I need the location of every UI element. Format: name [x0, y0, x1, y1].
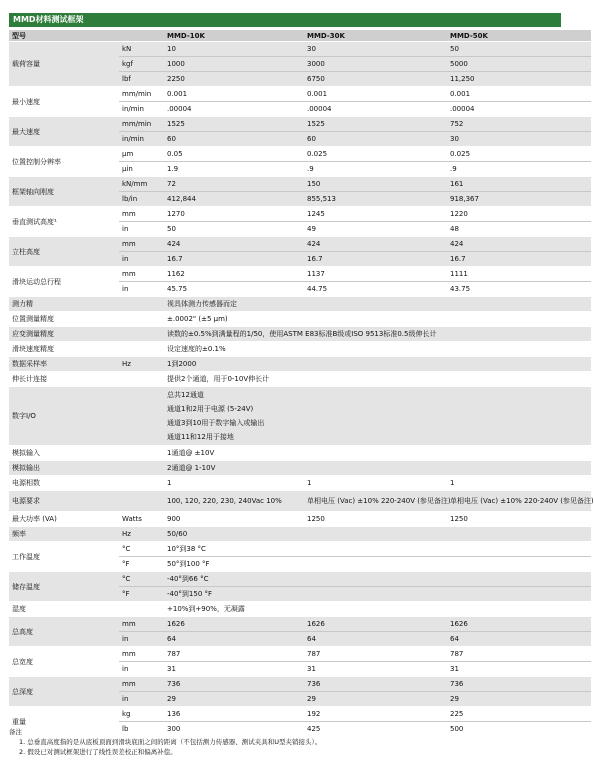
- value-cell: .00004: [447, 102, 591, 117]
- row-label: 频率: [9, 527, 119, 542]
- value-cell: 425: [304, 722, 447, 737]
- value-cell: 1: [164, 476, 304, 491]
- value-cell: 11,250: [447, 72, 591, 87]
- value-cell: .9: [304, 162, 447, 177]
- unit-cell: kN: [119, 42, 164, 57]
- table-row: [9, 476, 591, 491]
- value-cell: 10°到38 °C: [164, 542, 591, 557]
- value-cell: 30: [304, 42, 447, 57]
- table-row: [9, 312, 591, 327]
- row-label: 位置控制分辨率: [9, 147, 119, 177]
- table-row: [9, 707, 591, 722]
- unit-cell: [119, 297, 164, 312]
- value-cell: 16.7: [304, 252, 447, 267]
- value-cell: 0.025: [447, 147, 591, 162]
- value-cell: 16.7: [164, 252, 304, 267]
- row-label: 最大功率 (VA): [9, 512, 119, 527]
- row-label: 最小速度: [9, 87, 119, 117]
- row-label: 模拟输入: [9, 446, 119, 461]
- footnotes: [9, 727, 561, 757]
- value-cell: 31: [304, 662, 447, 677]
- unit-cell: in: [119, 632, 164, 647]
- value-cell: 1250: [447, 512, 591, 527]
- unit-cell: mm: [119, 207, 164, 222]
- unit-cell: mm: [119, 647, 164, 662]
- value-cell: 1162: [164, 267, 304, 282]
- value-cell: 2通道@ 1-10V: [164, 461, 591, 476]
- header-model: 型号: [9, 30, 119, 42]
- row-label: 电源要求: [9, 491, 119, 512]
- unit-cell: lb/in: [119, 192, 164, 207]
- unit-cell: [119, 387, 164, 446]
- header-row: [9, 30, 591, 42]
- value-cell: 736: [304, 677, 447, 692]
- unit-cell: °C: [119, 542, 164, 557]
- unit-cell: °F: [119, 587, 164, 602]
- table-row: [9, 542, 591, 557]
- value-cell: 48: [447, 222, 591, 237]
- value-cell: 1: [447, 476, 591, 491]
- table-row: [9, 87, 591, 102]
- table-title: MMD材料测试框架: [9, 13, 561, 27]
- value-cell: 787: [304, 647, 447, 662]
- value-cell: 1.9: [164, 162, 304, 177]
- value-cell: 60: [164, 132, 304, 147]
- unit-cell: mm: [119, 617, 164, 632]
- value-cell: 1626: [304, 617, 447, 632]
- unit-cell: in: [119, 222, 164, 237]
- value-cell: 1245: [304, 207, 447, 222]
- row-label: 框架轴向刚度: [9, 177, 119, 207]
- table-row: [9, 461, 591, 476]
- io-line: 通道11和12用于接地: [167, 433, 234, 441]
- value-cell: 100, 120, 220, 230, 240Vac 10%: [164, 491, 304, 512]
- table-row: [9, 177, 591, 192]
- value-cell: 读数的±0.5%到满量程的1/50，使用ASTM E83标准B级或ISO 9513标准0.5级伸长计: [164, 327, 591, 342]
- unit-cell: Hz: [119, 357, 164, 372]
- row-label: 滑块速度精度: [9, 342, 119, 357]
- unit-cell: in: [119, 282, 164, 297]
- row-label: 测力精: [9, 297, 119, 312]
- unit-cell: [119, 312, 164, 327]
- row-label: 数字I/O: [9, 387, 119, 446]
- table-row: [9, 491, 591, 512]
- spec-table-body: [9, 30, 594, 737]
- value-cell: 30: [447, 132, 591, 147]
- value-cell: 50: [164, 222, 304, 237]
- value-cell: 1626: [164, 617, 304, 632]
- value-cell: 136: [164, 707, 304, 722]
- row-label: 数据采样率: [9, 357, 119, 372]
- value-cell: 1220: [447, 207, 591, 222]
- value-cell: 1111: [447, 267, 591, 282]
- value-cell: 31: [447, 662, 591, 677]
- io-line: 通道3到10用于数字输入或输出: [167, 419, 265, 427]
- row-label: 电源相数: [9, 476, 119, 491]
- row-label: 应变测量精度: [9, 327, 119, 342]
- note-2: 2. 假设已对测试框架进行了线性误差校正和偏离补偿。: [19, 748, 177, 756]
- value-cell: 50°到100 °F: [164, 557, 591, 572]
- value-cell: 5000: [447, 57, 591, 72]
- value-cell: +10%到+90%，无凝露: [164, 602, 591, 617]
- value-cell: 900: [164, 512, 304, 527]
- table-row: [9, 357, 591, 372]
- table-row: [9, 602, 591, 617]
- value-cell: .00004: [304, 102, 447, 117]
- value-cell: 单相电压 (Vac) ±10% 220-240V (参见备注): [304, 491, 447, 512]
- unit-cell: [119, 327, 164, 342]
- value-cell: 752: [447, 117, 591, 132]
- row-label: 最大速度: [9, 117, 119, 147]
- table-row: [9, 372, 591, 387]
- row-label: 储存温度: [9, 572, 119, 602]
- row-label: 载荷容量: [9, 42, 119, 87]
- unit-cell: mm/min: [119, 87, 164, 102]
- unit-cell: kN/mm: [119, 177, 164, 192]
- value-cell: .9: [447, 162, 591, 177]
- unit-cell: [119, 602, 164, 617]
- table-row: [9, 207, 591, 222]
- table-row: [9, 297, 591, 312]
- table-row: [9, 42, 591, 57]
- value-cell: [164, 387, 591, 446]
- value-cell: 736: [164, 677, 304, 692]
- value-cell: 50/60: [164, 527, 591, 542]
- row-label: 滑块运动总行程: [9, 267, 119, 297]
- value-cell: 855,513: [304, 192, 447, 207]
- header-mmd-10k: MMD-10K: [164, 30, 304, 42]
- unit-cell: mm: [119, 267, 164, 282]
- value-cell: 1250: [304, 512, 447, 527]
- unit-cell: [119, 372, 164, 387]
- value-cell: 918,367: [447, 192, 591, 207]
- unit-cell: in/min: [119, 132, 164, 147]
- table-row: [9, 327, 591, 342]
- value-cell: 单相电压 (Vac) ±10% 220-240V (参见备注): [447, 491, 591, 512]
- value-cell: 提供2个通道，用于0-10V伸长计: [164, 372, 591, 387]
- value-cell: 64: [164, 632, 304, 647]
- unit-cell: [119, 342, 164, 357]
- unit-cell: Watts: [119, 512, 164, 527]
- io-line: 总共12通道: [167, 391, 204, 399]
- table-row: [9, 572, 591, 587]
- unit-cell: mm/min: [119, 117, 164, 132]
- value-cell: .00004: [164, 102, 304, 117]
- value-cell: 1137: [304, 267, 447, 282]
- value-cell: 1通道@ ±10V: [164, 446, 591, 461]
- unit-cell: µin: [119, 162, 164, 177]
- value-cell: 6750: [304, 72, 447, 87]
- value-cell: 1270: [164, 207, 304, 222]
- unit-cell: [119, 476, 164, 491]
- value-cell: 64: [447, 632, 591, 647]
- value-cell: 150: [304, 177, 447, 192]
- value-cell: 10: [164, 42, 304, 57]
- value-cell: 787: [164, 647, 304, 662]
- value-cell: 787: [447, 647, 591, 662]
- row-label: 立柱高度: [9, 237, 119, 267]
- table-row: [9, 677, 591, 692]
- notes-heading: 备注: [9, 728, 22, 736]
- row-label: 湿度: [9, 602, 119, 617]
- table-row: [9, 387, 591, 446]
- value-cell: 424: [447, 237, 591, 252]
- unit-cell: [119, 461, 164, 476]
- value-cell: 0.025: [304, 147, 447, 162]
- unit-cell: in: [119, 252, 164, 267]
- row-label: 模拟输出: [9, 461, 119, 476]
- value-cell: 视具体测力传感器而定: [164, 297, 591, 312]
- value-cell: 60: [304, 132, 447, 147]
- value-cell: -40°到66 °C: [164, 572, 591, 587]
- unit-cell: kg: [119, 707, 164, 722]
- unit-cell: mm: [119, 237, 164, 252]
- value-cell: 1: [304, 476, 447, 491]
- value-cell: 1525: [304, 117, 447, 132]
- value-cell: 192: [304, 707, 447, 722]
- table-row: [9, 617, 591, 632]
- value-cell: 3000: [304, 57, 447, 72]
- value-cell: ±.0002" (±5 µm): [164, 312, 591, 327]
- value-cell: 31: [164, 662, 304, 677]
- value-cell: 424: [304, 237, 447, 252]
- value-cell: 500: [447, 722, 591, 737]
- value-cell: 29: [164, 692, 304, 707]
- value-cell: 29: [447, 692, 591, 707]
- value-cell: 161: [447, 177, 591, 192]
- value-cell: 1000: [164, 57, 304, 72]
- io-line: 通道1和2用于电源 (5-24V): [167, 405, 254, 413]
- table-row: [9, 267, 591, 282]
- row-label: 总深度: [9, 677, 119, 707]
- unit-cell: [119, 446, 164, 461]
- value-cell: 1626: [447, 617, 591, 632]
- row-label: 重量: [9, 707, 119, 737]
- value-cell: 424: [164, 237, 304, 252]
- unit-cell: in/min: [119, 102, 164, 117]
- row-label: 位置测量精度: [9, 312, 119, 327]
- value-cell: 1525: [164, 117, 304, 132]
- value-cell: 43.75: [447, 282, 591, 297]
- value-cell: 1到2000: [164, 357, 591, 372]
- row-label: 总宽度: [9, 647, 119, 677]
- value-cell: 45.75: [164, 282, 304, 297]
- row-label: 伸长计连接: [9, 372, 119, 387]
- unit-cell: °C: [119, 572, 164, 587]
- value-cell: 50: [447, 42, 591, 57]
- note-1: 1. 总垂直高度指的是从底板顶面到滑块底面之间的距离（不包括测力传感器、测试夹具和U型夹销接头）。: [19, 738, 322, 746]
- unit-cell: mm: [119, 677, 164, 692]
- unit-cell: lbf: [119, 72, 164, 87]
- value-cell: -40°到150 °F: [164, 587, 591, 602]
- header-unit: [119, 30, 164, 42]
- table-row: [9, 527, 591, 542]
- value-cell: 设定速度的±0.1%: [164, 342, 591, 357]
- value-cell: 0.001: [164, 87, 304, 102]
- value-cell: 736: [447, 677, 591, 692]
- unit-cell: [119, 491, 164, 512]
- header-mmd-50k: MMD-50K: [447, 30, 591, 42]
- value-cell: 0.001: [447, 87, 591, 102]
- value-cell: 2250: [164, 72, 304, 87]
- header-mmd-30k: MMD-30K: [304, 30, 447, 42]
- unit-cell: in: [119, 662, 164, 677]
- unit-cell: µm: [119, 147, 164, 162]
- unit-cell: kgf: [119, 57, 164, 72]
- row-label: 工作温度: [9, 542, 119, 572]
- spec-table: [9, 29, 594, 736]
- value-cell: 225: [447, 707, 591, 722]
- unit-cell: in: [119, 692, 164, 707]
- value-cell: 64: [304, 632, 447, 647]
- value-cell: 0.05: [164, 147, 304, 162]
- unit-cell: °F: [119, 557, 164, 572]
- value-cell: 29: [304, 692, 447, 707]
- table-row: [9, 147, 591, 162]
- table-row: [9, 647, 591, 662]
- value-cell: 49: [304, 222, 447, 237]
- row-label: 总高度: [9, 617, 119, 647]
- value-cell: 300: [164, 722, 304, 737]
- unit-cell: Hz: [119, 527, 164, 542]
- table-row: [9, 237, 591, 252]
- table-row: [9, 342, 591, 357]
- unit-cell: lb: [119, 722, 164, 737]
- table-row: [9, 512, 591, 527]
- value-cell: 72: [164, 177, 304, 192]
- table-row: [9, 117, 591, 132]
- value-cell: 44.75: [304, 282, 447, 297]
- value-cell: 16.7: [447, 252, 591, 267]
- value-cell: 412,844: [164, 192, 304, 207]
- row-label: 垂直测试高度¹: [9, 207, 119, 237]
- table-row: [9, 446, 591, 461]
- value-cell: 0.001: [304, 87, 447, 102]
